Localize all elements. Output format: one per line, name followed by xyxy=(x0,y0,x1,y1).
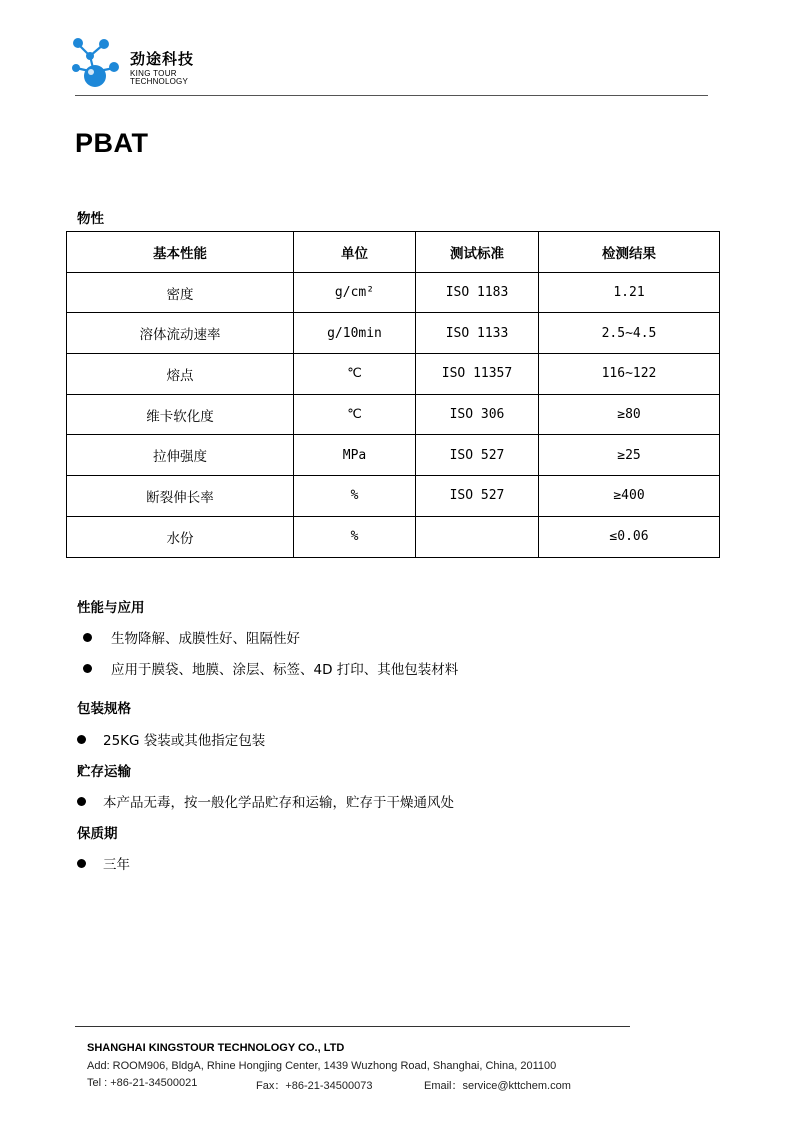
property-standard: ISO 1183 xyxy=(416,272,539,313)
property-result: 1.21 xyxy=(539,272,720,313)
list-item xyxy=(83,658,458,678)
property-result: 2.5~4.5 xyxy=(539,313,720,354)
performance-heading: 性能与应用 xyxy=(77,600,145,616)
logo-name-en-line2: TECHNOLOGY xyxy=(130,77,189,86)
logo-name-en-line1: KING TOUR xyxy=(130,69,177,78)
property-unit: % xyxy=(294,476,416,517)
property-result: ≥80 xyxy=(539,394,720,435)
footer-address: Add: ROOM906, BldgA, Rhine Hongjing Center, 1439 Wuzhong Road, Shanghai, China, 201100 xyxy=(87,1060,557,1072)
property-standard: ISO 527 xyxy=(416,476,539,517)
footer-divider xyxy=(75,1026,630,1027)
table-row xyxy=(67,516,720,557)
company-logo xyxy=(68,34,208,94)
property-result: ≥400 xyxy=(539,476,720,517)
column-header: 检测结果 xyxy=(539,232,720,273)
property-standard: ISO 11357 xyxy=(416,354,539,395)
property-name: 拉伸强度 xyxy=(67,435,294,476)
bullet-icon xyxy=(83,633,92,642)
property-name: 维卡软化度 xyxy=(67,394,294,435)
property-unit: g/cm² xyxy=(294,272,416,313)
logo-name-cn: 劲途科技 xyxy=(130,50,195,68)
property-unit: MPa xyxy=(294,435,416,476)
footer-company: SHANGHAI KINGSTOUR TECHNOLOGY CO., LTD xyxy=(87,1042,345,1054)
property-unit: % xyxy=(294,516,416,557)
table-row xyxy=(67,354,720,395)
table-row xyxy=(67,435,720,476)
list-item-text: 本产品无毒，按一般化学品贮存和运输，贮存于干燥通风处 xyxy=(103,795,454,811)
shelf-life-heading: 保质期 xyxy=(77,826,118,842)
table-header-row xyxy=(67,232,720,273)
table-row xyxy=(67,313,720,354)
bullet-icon xyxy=(77,735,86,744)
list-item-text: 生物降解、成膜性好、阻隔性好 xyxy=(111,631,300,647)
column-header: 基本性能 xyxy=(67,232,294,273)
footer-tel: Tel : +86-21-34500021 xyxy=(87,1077,198,1089)
property-unit: ℃ xyxy=(294,354,416,395)
footer-fax: Fax：+86-21-34500073 xyxy=(256,1080,373,1092)
property-name: 熔点 xyxy=(67,354,294,395)
bullet-icon xyxy=(83,664,92,673)
property-result: ≥25 xyxy=(539,435,720,476)
property-name: 密度 xyxy=(67,272,294,313)
bullet-icon xyxy=(77,859,86,868)
bullet-icon xyxy=(77,797,86,806)
property-result: 116~122 xyxy=(539,354,720,395)
list-item xyxy=(77,853,130,873)
column-header: 单位 xyxy=(294,232,416,273)
property-standard xyxy=(416,516,539,557)
property-name: 溶体流动速率 xyxy=(67,313,294,354)
list-item xyxy=(77,791,454,811)
header-divider xyxy=(75,95,708,96)
properties-table xyxy=(66,231,720,558)
properties-heading: 物性 xyxy=(77,211,104,227)
list-item-text: 25KG 袋装或其他指定包装 xyxy=(103,733,266,749)
property-unit: ℃ xyxy=(294,394,416,435)
property-name: 断裂伸长率 xyxy=(67,476,294,517)
list-item-text: 三年 xyxy=(103,857,130,873)
column-header: 测试标准 xyxy=(416,232,539,273)
list-item xyxy=(83,627,300,647)
property-standard: ISO 527 xyxy=(416,435,539,476)
table-row xyxy=(67,394,720,435)
table-row xyxy=(67,476,720,517)
logo-molecule-icon xyxy=(68,34,130,94)
property-name: 水份 xyxy=(67,516,294,557)
list-item-text: 应用于膜袋、地膜、涂层、标签、4D 打印、其他包装材料 xyxy=(111,662,459,678)
property-result: ≤0.06 xyxy=(539,516,720,557)
property-standard: ISO 306 xyxy=(416,394,539,435)
packaging-heading: 包装规格 xyxy=(77,701,131,717)
list-item xyxy=(77,729,265,749)
footer-email: Email：service@kttchem.com xyxy=(424,1080,571,1092)
property-unit: g/10min xyxy=(294,313,416,354)
page-title: PBAT xyxy=(75,128,149,158)
storage-heading: 贮存运输 xyxy=(77,764,131,780)
property-standard: ISO 1133 xyxy=(416,313,539,354)
table-row xyxy=(67,272,720,313)
